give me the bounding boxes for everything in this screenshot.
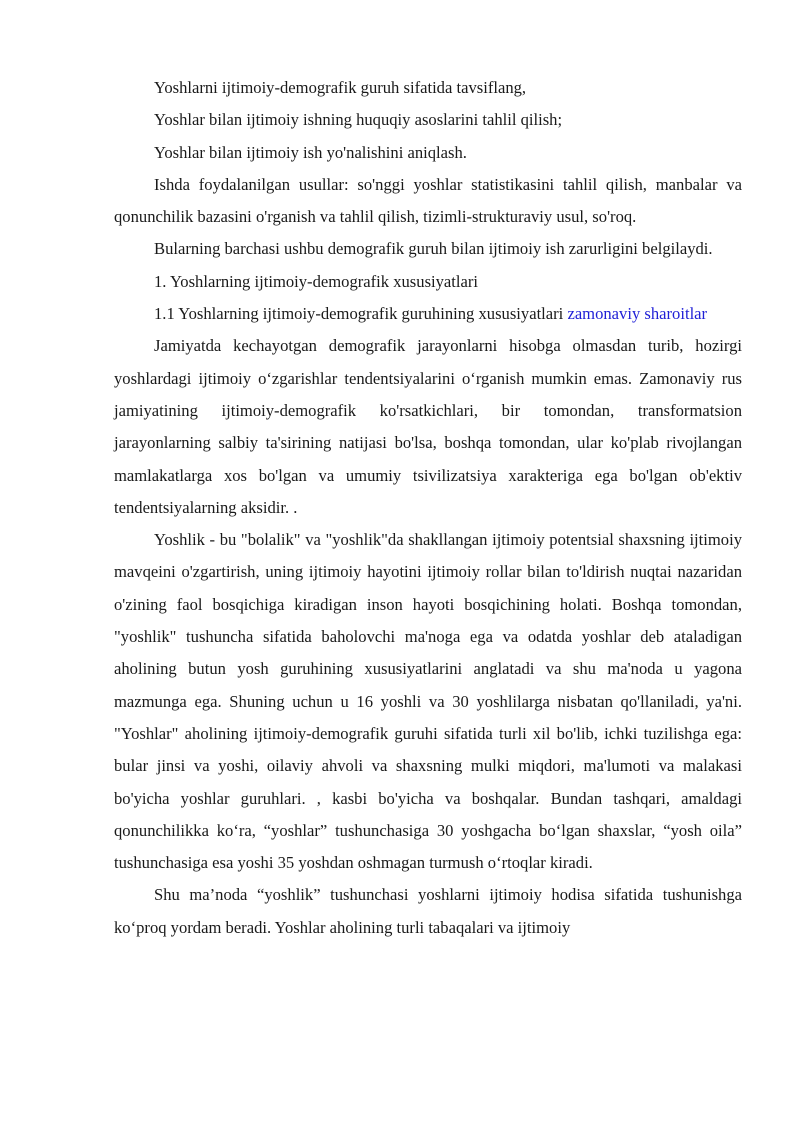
subsection-heading bbox=[114, 298, 742, 330]
goal-item-3: Yoshlar bilan ijtimoiy ish yo'nalishini aniqlash. bbox=[154, 142, 467, 162]
goal-item-1: Yoshlarni ijtimoiy-demografik guruh sifatida tavsiflang, bbox=[154, 78, 527, 97]
body-paragraph-1: Jamiyatda kechayotgan demografik jarayonlarni hisobga olmasdan turib, hozirgi yoshlardagi ijtimoiy o‘zgarishlar tendentsiyalarini o‘rganish mumkin emas. Zamonaviy rus jamiyatining ijtimoiy-demografik ko'rsatkichlari, bir tomondan, transformatsion jarayonlarning salbiy ta'sirining natijasi bo'lsa, boshqa tomondan, ular ko'plab rivojlangan mamlakatlarga xos bo'lgan va umumiy tsivilizatsiya xarakteriga ega bo'lgan ob'ektiv tendentsiyalarning aksidir. . bbox=[114, 336, 742, 517]
goal-item-2: Yoshlar bilan ijtimoiy ishning huquqiy asoslarini tahlil qilish; bbox=[154, 110, 563, 130]
subsection-heading-text: 1.1 Yoshlarning ijtimoiy-demografik guruhining xususiyatlari bbox=[154, 304, 564, 324]
conclusion-paragraph: Bularning barchasi ushbu demografik guruh bilan ijtimoiy ish zarurligini belgilaydi. bbox=[154, 239, 713, 259]
section-heading: 1. Yoshlarning ijtimoiy-demografik xususiyatlari bbox=[154, 271, 479, 291]
subsection-link[interactable]: zamonaviy sharoitlar bbox=[567, 304, 708, 324]
body-paragraph-2: Yoshlik - bu "bolalik" va "yoshlik"da shakllangan ijtimoiy potentsial shaxsning ijtimoiy mavqeini o'zgartirish, uning ijtimoiy hayotini ijtimoiy rollar bilan to'ldirish nuqtai nazaridan o'zining faol bosqichiga kiradigan inson hayoti bosqichining holati. Boshqa tomondan, "yoshlik" tushuncha sifatida baholovchi ma'noga ega va odatda yoshlar deb ataladigan aholining butun yosh guruhining xususiyatlarini anglatadi va shu ma'noda u yagona mazmunga ega. Shuning uchun u 16 yoshli va 30 yoshlilarga nisbatan qo'llaniladi, ya'ni. "Yoshlar" aholining ijtimoiy-demografik guruhi sifatida turli xil bo'lib, ichki tuzilishga ega: bular jinsi va yoshi, oilaviy ahvoli va shaxsning mulki miqdori, ma'lumoti va malakasi bo'yicha yoshlar guruhlari. , kasbi bo'yicha va boshqalar. Bundan tashqari, amaldagi qonunchilikka ko‘ra, “yoshlar” tushunchasiga 30 yoshgacha bo‘lgan shaxslar, “yosh oila” tushunchasiga esa yoshi 35 yoshdan oshmagan turmush o‘rtoqlar kiradi. bbox=[114, 530, 742, 873]
document-body bbox=[114, 72, 742, 944]
methods-paragraph: Ishda foydalanilgan usullar: so'nggi yoshlar statistikasini tahlil qilish, manbalar va qonunchilik bazasini o'rganish va tahlil qilish, tizimli-strukturaviy usul, so'roq. bbox=[114, 174, 742, 227]
body-paragraph-3: Shu ma’noda “yoshlik” tushunchasi yoshlarni ijtimoiy hodisa sifatida tushunishga ko‘proq yordam beradi. Yoshlar aholining turli tabaqalari va ijtimoiy bbox=[114, 885, 742, 937]
